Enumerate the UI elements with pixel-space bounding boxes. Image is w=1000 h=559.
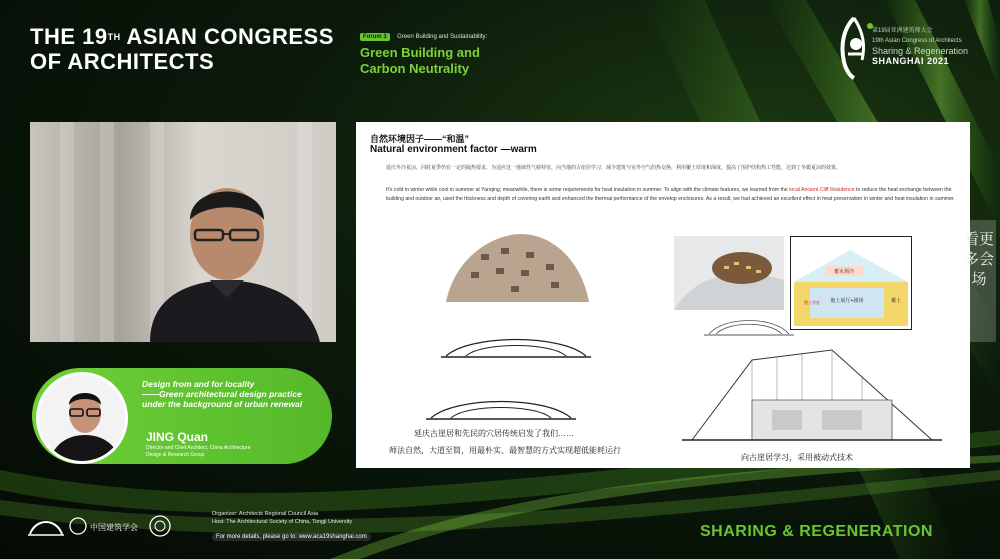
presentation-slide bbox=[356, 122, 970, 468]
thermal-section-diagram bbox=[790, 236, 912, 330]
ancient-cliff-residence-image bbox=[441, 234, 591, 304]
website-link[interactable]: For more details, please go to: www.aca19shanghai.com bbox=[212, 533, 371, 541]
congress-logo-text: 第19届亚洲建筑师大会 19th Asian Congress of Architects Sharing & Regeneration SHANGHAI 2021 bbox=[872, 28, 969, 66]
section-sketch-2 bbox=[426, 392, 576, 422]
svg-text:地上展厅+剧场: 地上展厅+剧场 bbox=[830, 298, 864, 304]
roof-sketch bbox=[704, 312, 794, 338]
slide-caption-nature: 师法自然，大道至简，用最朴实、最智慧的方式实现超低能耗运行 bbox=[389, 446, 621, 455]
forum-label bbox=[360, 25, 487, 77]
talk-title: Design from and for locality ——Green architectural design practice under the background of urban renewal bbox=[142, 379, 303, 409]
organizer-info: Organizer: Architects Regional Council Asia Host: The Architectural Society of China, Tongji University bbox=[212, 511, 353, 525]
speaker-card bbox=[32, 368, 332, 464]
section-sketch-1 bbox=[441, 330, 591, 360]
speaker-avatar-image bbox=[39, 375, 128, 464]
organizer-logos bbox=[28, 514, 178, 540]
slide-paragraph-cn: 延庆冬冷夏凉，同时夏季仍有一定的隔热要求，为适应这一地域性气候特征，向当地的古崖居学习，减少建筑与室外空气的热交换，利用覆土厚度和深度，提高了围护结构热工性能，达到了冬暖夏凉的效果。 bbox=[386, 165, 842, 171]
slide-title-en: Natural environment factor —warm bbox=[370, 144, 537, 155]
svg-text:覆土厚度: 覆土厚度 bbox=[804, 300, 820, 305]
arcasia-logo-icon bbox=[28, 522, 64, 535]
tongji-logo-icon bbox=[150, 516, 170, 536]
congress-title: THE 19TH ASIAN CONGRESS OF ARCHITECTS bbox=[30, 24, 334, 74]
speaker-person-image bbox=[30, 122, 336, 342]
svg-text:中国建筑学会: 中国建筑学会 bbox=[90, 523, 138, 532]
forum-title: Green Building and Carbon Neutrality bbox=[360, 45, 480, 76]
slide-paragraph-en: It's cold in winter while cool in summer at Yanqing; meanwhile, there is some requirements for heat insulation in summer. To align with the climate features, we learned from the local Ancient Cliff Residence to reduce the heat exchange between the building and outdoor air, used the thickness and depth of covering earth and enhanced the thermal performance of the envelop enclosures. As a result, we had achieved an excellent effect in heat preservation in winter and heat insulation in summer. bbox=[386, 187, 955, 202]
theme-tagline: SHARING & REGENERATION bbox=[700, 523, 933, 540]
slide-caption-passive: 向古崖居学习，采用被动式技术 bbox=[741, 453, 853, 462]
forum-subtitle: Green Building and Sustainability: bbox=[397, 34, 488, 40]
speaker-video-feed bbox=[30, 122, 336, 342]
highlighted-term: local Ancient Cliff Residence bbox=[789, 187, 855, 193]
speaker-name: JING Quan bbox=[146, 430, 209, 444]
building-section-drawing bbox=[682, 340, 942, 444]
svg-text:蓄水预冷: 蓄水预冷 bbox=[833, 269, 855, 275]
svg-text:覆土: 覆土 bbox=[890, 298, 902, 304]
slide-caption-cliff: 延庆古崖居和先民的穴居传统启发了我们…… bbox=[414, 429, 574, 438]
snowy-building-photo bbox=[674, 236, 784, 310]
asc-logo-icon bbox=[70, 518, 138, 534]
more-venues-button[interactable]: 看更多会场 bbox=[962, 220, 996, 342]
slide-title-cn: 自然环境因子——“和温” bbox=[370, 134, 470, 144]
speaker-avatar bbox=[36, 372, 128, 464]
speaker-role: Director and Chief Architect, China Architecture Design & Research Group bbox=[146, 445, 251, 458]
forum-number-tag: Forum 3 bbox=[360, 33, 390, 41]
